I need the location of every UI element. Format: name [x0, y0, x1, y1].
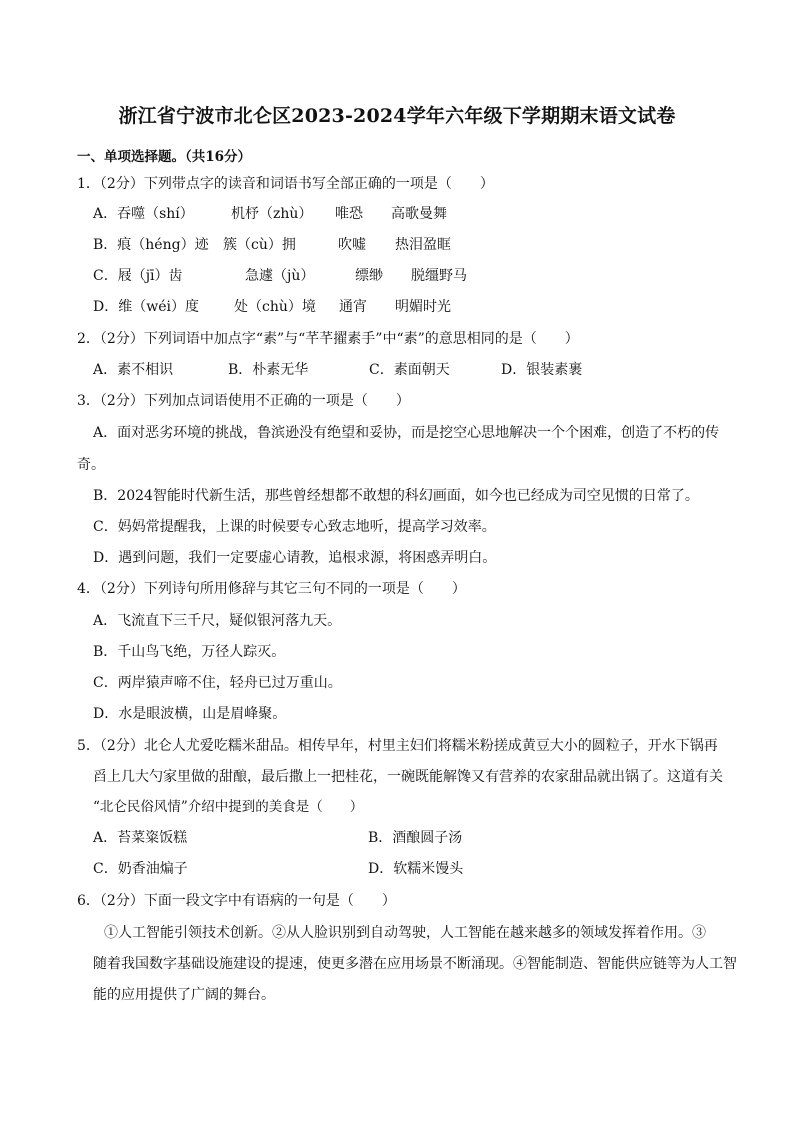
- option-cell: 吹嘘: [338, 237, 366, 253]
- option-cell: B．痕（héng）迹: [93, 237, 209, 253]
- option-cell: D．银装素裹: [501, 362, 583, 378]
- question-4-option-d: D．水是眼波横，山是眉峰聚。: [93, 706, 287, 722]
- question-1-stem: 1．（2分）下列带点字的读音和词语书写全部正确的一项是（ ）: [77, 176, 494, 192]
- option-cell: 机杼（zhù）: [231, 206, 313, 222]
- question-3-option-b: B．2024智能时代新生活，那些曾经想都不敢想的科幻画面，如今也已经成为司空见惯的日常了。: [93, 488, 699, 504]
- option-cell: 热泪盈眶: [395, 237, 451, 253]
- question-6-passage-line-3: 能的应用提供了广阔的舞台。: [93, 987, 275, 1003]
- option-cell: C．素面朝天: [369, 362, 450, 378]
- option-cell: 明媚时光: [395, 299, 451, 315]
- option-cell: 处（chù）境: [234, 299, 316, 315]
- question-3-option-a-cont: 奇。: [77, 457, 105, 473]
- option-cell: 脱缰野马: [411, 268, 467, 284]
- question-5-stem-line-2: 舀上几大勺家里做的甜酿，最后撒上一把桂花，一碗既能解馋又有营养的农家甜品就出锅了。这道有关: [93, 769, 723, 785]
- option-cell: D．维（wéi）度: [93, 299, 199, 315]
- question-6-stem: 6．（2分）下面一段文字中有语病的一句是（ ）: [77, 893, 396, 909]
- option-cell: 高歌曼舞: [391, 206, 447, 222]
- question-3-option-a: A．面对恶劣环境的挑战，鲁滨逊没有绝望和妥协，而是挖空心思地解决一个个困难，创造了不朽的传: [93, 425, 720, 441]
- option-cell: C．屐（jī）齿: [93, 268, 183, 284]
- question-4-option-c: C．两岸猿声啼不住，轻舟已过万重山。: [93, 675, 342, 691]
- option-cell: A．苔菜粢饭糕: [93, 830, 188, 846]
- question-2-stem: 2．（2分）下列词语中加点字“素”与“芊芊擢素手”中“素”的意思相同的是（ ）: [77, 331, 579, 347]
- option-cell: C．奶香油煸子: [93, 861, 188, 877]
- option-cell: 唯恐: [335, 206, 363, 222]
- question-5-stem-line-3: “北仑民俗风情”介绍中提到的美食是（ ）: [93, 799, 364, 815]
- question-3-option-c: C．妈妈常提醒我，上课的时候要专心致志地听，提高学习效率。: [93, 519, 496, 535]
- question-4-option-a: A．飞流直下三千尺，疑似银河落九天。: [93, 613, 342, 629]
- option-cell: 急遽（jù）: [245, 268, 315, 284]
- page-title: 浙江省宁波市北仑区2023-2024学年六年级下学期期末语文试卷: [118, 105, 676, 127]
- option-cell: 通宵: [339, 299, 367, 315]
- question-4-option-b: B．千山鸟飞绝，万径人踪灭。: [93, 644, 286, 660]
- section-heading: 一、单项选择题。（共16分）: [77, 149, 252, 165]
- option-cell: A．吞噬（shí）: [93, 206, 194, 222]
- option-cell: 簇（cù）拥: [223, 237, 296, 253]
- option-cell: B．酒酿圆子汤: [368, 830, 463, 846]
- question-6-passage-line-1: ①人工智能引领技术创新。②从人脸识别到自动驾驶，人工智能在越来越多的领域发挥着作用。③: [104, 925, 706, 941]
- option-cell: A．素不相识: [93, 362, 174, 378]
- option-cell: D．软糯米馒头: [368, 861, 464, 877]
- option-cell: 缥缈: [355, 268, 383, 284]
- question-4-stem: 4．（2分）下列诗句所用修辞与其它三句不同的一项是（ ）: [77, 581, 466, 597]
- question-6-passage-line-2: 随着我国数字基础设施建设的提速，使更多潜在应用场景不断涌现。④智能制造、智能供应链等为人工智: [93, 956, 737, 972]
- question-3-option-d: D．遇到问题，我们一定要虚心请教，追根求源，将困惑弄明白。: [93, 550, 497, 566]
- option-cell: B．朴素无华: [228, 362, 309, 378]
- question-3-stem: 3．（2分）下列加点词语使用不正确的一项是（ ）: [77, 393, 410, 409]
- question-5-stem-line-1: 5．（2分）北仑人尤爱吃糯米甜品。相传早年，村里主妇们将糯米粉搓成黄豆大小的圆粒子，开水下锅再: [77, 738, 718, 754]
